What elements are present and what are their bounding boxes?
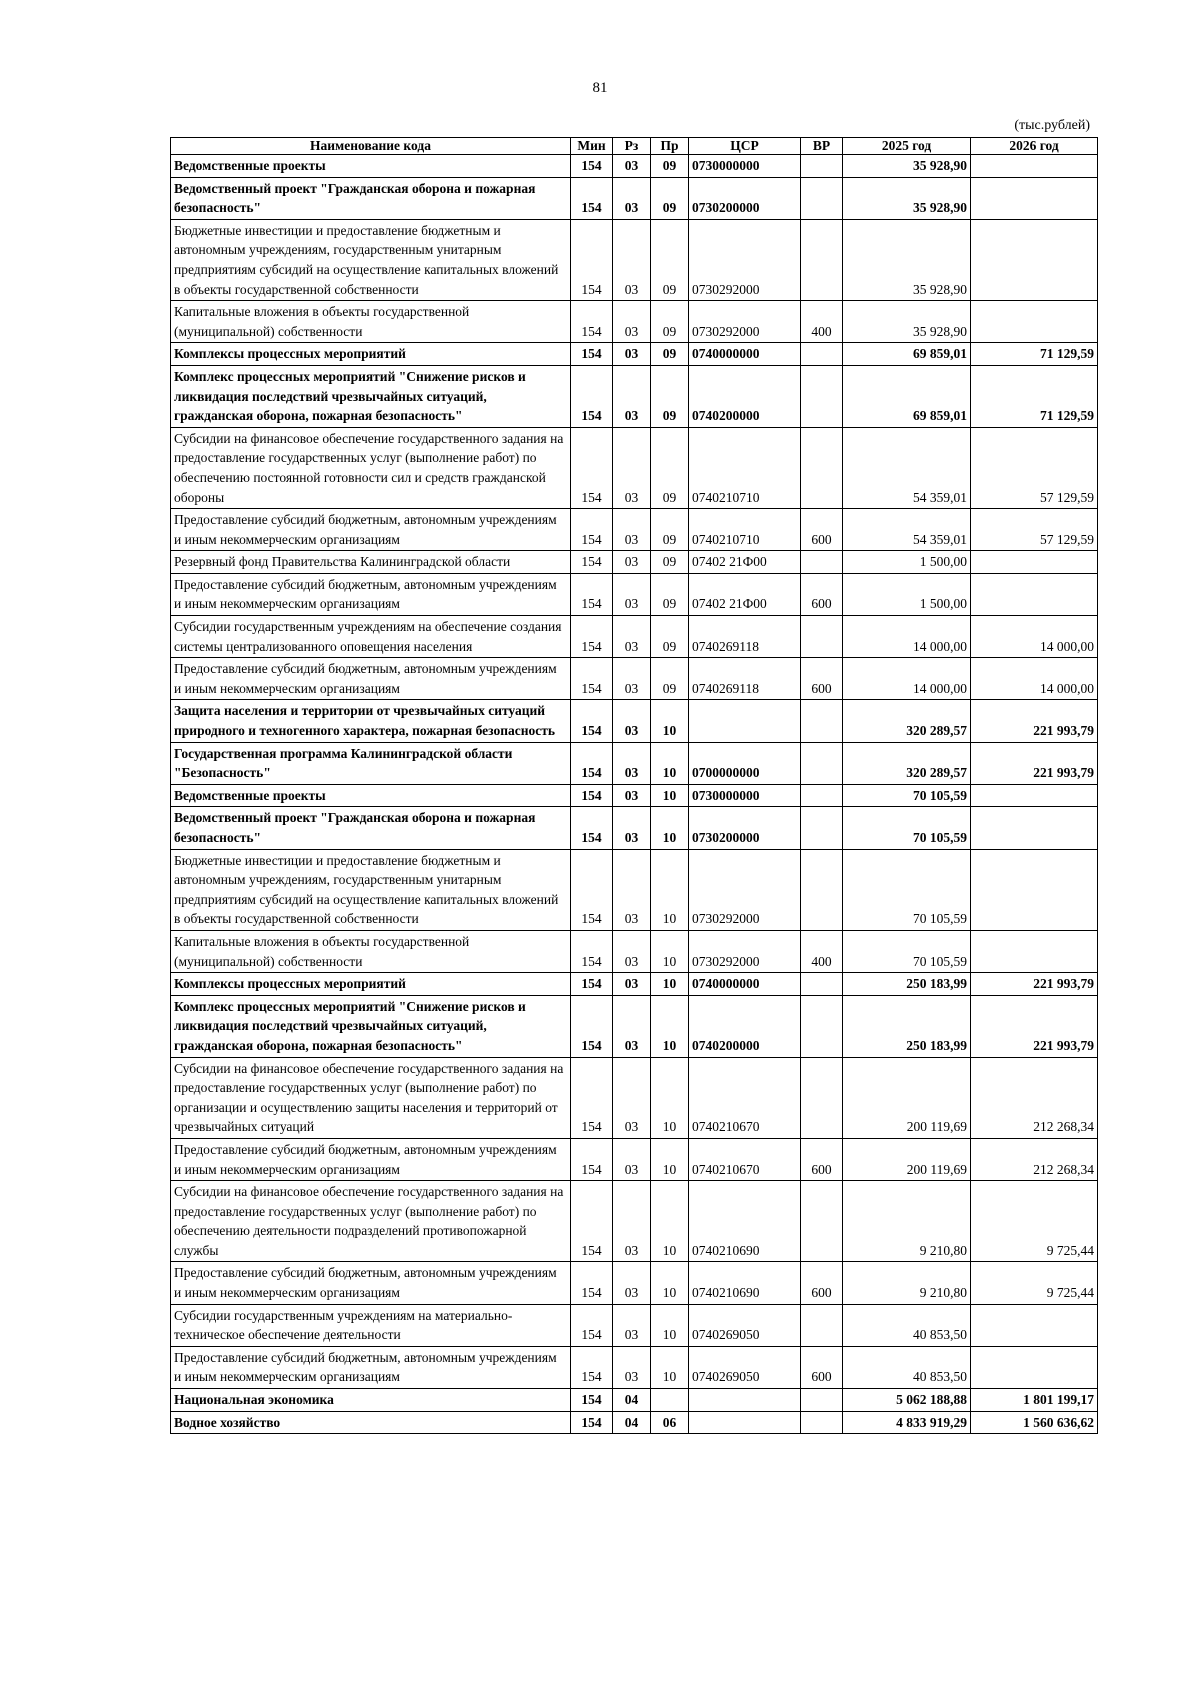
cell-vr <box>801 742 843 784</box>
table-row <box>171 1389 1098 1412</box>
units-label: (тыс.рублей) <box>1014 118 1090 133</box>
table-row <box>171 1057 1098 1138</box>
cell-vr: 400 <box>801 301 843 343</box>
cell-name: Бюджетные инвестиции и предоставление бюджетным и автономным учреждениям, государственным унитарным предприятиям субсидий на осуществление капитальных вложений в объекты государственной собственности <box>171 219 571 300</box>
cell-pr <box>651 1389 689 1412</box>
cell-2025: 250 183,99 <box>843 995 971 1057</box>
cell-rz: 04 <box>613 1411 651 1434</box>
cell-min: 154 <box>571 742 613 784</box>
cell-rz: 03 <box>613 343 651 366</box>
cell-name: Предоставление субсидий бюджетным, автономным учреждениям и иным некоммерческим организациям <box>171 1346 571 1388</box>
cell-name: Бюджетные инвестиции и предоставление бюджетным и автономным учреждениям, государственным унитарным предприятиям субсидий на осуществление капитальных вложений в объекты государственной собственности <box>171 849 571 930</box>
cell-csr: 0730292000 <box>689 301 801 343</box>
cell-pr: 09 <box>651 219 689 300</box>
cell-min: 154 <box>571 1411 613 1434</box>
cell-csr: 0730292000 <box>689 219 801 300</box>
table-row <box>171 784 1098 807</box>
cell-csr: 0740210670 <box>689 1138 801 1180</box>
cell-name: Предоставление субсидий бюджетным, автономным учреждениям и иным некоммерческим организациям <box>171 573 571 615</box>
cell-name: Предоставление субсидий бюджетным, автономным учреждениям и иным некоммерческим организациям <box>171 1262 571 1304</box>
cell-rz: 03 <box>613 365 651 427</box>
table-row <box>171 1304 1098 1346</box>
cell-csr: 0740210670 <box>689 1057 801 1138</box>
cell-2026: 212 268,34 <box>971 1138 1098 1180</box>
cell-2026 <box>971 301 1098 343</box>
cell-rz: 03 <box>613 1138 651 1180</box>
cell-2026: 9 725,44 <box>971 1262 1098 1304</box>
cell-rz: 03 <box>613 658 651 700</box>
cell-2026: 9 725,44 <box>971 1181 1098 1262</box>
header-csr: ЦСР <box>689 138 801 155</box>
cell-2025: 14 000,00 <box>843 616 971 658</box>
cell-vr <box>801 343 843 366</box>
header-2025: 2025 год <box>843 138 971 155</box>
cell-vr <box>801 1057 843 1138</box>
cell-csr: 07402 21Ф00 <box>689 573 801 615</box>
table-row <box>171 219 1098 300</box>
cell-min: 154 <box>571 1057 613 1138</box>
cell-name: Предоставление субсидий бюджетным, автономным учреждениям и иным некоммерческим организациям <box>171 509 571 551</box>
cell-pr: 10 <box>651 807 689 849</box>
cell-2026: 212 268,34 <box>971 1057 1098 1138</box>
cell-csr: 0740269050 <box>689 1346 801 1388</box>
cell-min: 154 <box>571 155 613 178</box>
cell-2025: 250 183,99 <box>843 973 971 996</box>
table-row <box>171 177 1098 219</box>
cell-rz: 03 <box>613 551 651 574</box>
cell-rz: 03 <box>613 573 651 615</box>
cell-rz: 03 <box>613 930 651 972</box>
table-row <box>171 343 1098 366</box>
cell-name: Национальная экономика <box>171 1389 571 1412</box>
cell-min: 154 <box>571 343 613 366</box>
cell-csr: 0740269118 <box>689 658 801 700</box>
cell-2026: 221 993,79 <box>971 742 1098 784</box>
cell-2025: 14 000,00 <box>843 658 971 700</box>
cell-min: 154 <box>571 1262 613 1304</box>
header-vr: ВР <box>801 138 843 155</box>
cell-2026: 221 993,79 <box>971 973 1098 996</box>
cell-csr: 0740269050 <box>689 1304 801 1346</box>
cell-pr: 10 <box>651 1262 689 1304</box>
cell-name: Государственная программа Калининградской области "Безопасность" <box>171 742 571 784</box>
cell-pr: 09 <box>651 551 689 574</box>
cell-rz: 03 <box>613 742 651 784</box>
cell-csr: 0740200000 <box>689 365 801 427</box>
cell-min: 154 <box>571 616 613 658</box>
cell-2025: 9 210,80 <box>843 1262 971 1304</box>
header-2026: 2026 год <box>971 138 1098 155</box>
cell-csr: 0730000000 <box>689 784 801 807</box>
cell-min: 154 <box>571 995 613 1057</box>
cell-pr: 09 <box>651 573 689 615</box>
header-rz: Рз <box>613 138 651 155</box>
cell-min: 154 <box>571 784 613 807</box>
table-row <box>171 1346 1098 1388</box>
table-row <box>171 1138 1098 1180</box>
cell-vr: 400 <box>801 930 843 972</box>
cell-vr <box>801 973 843 996</box>
table-row <box>171 1262 1098 1304</box>
cell-csr: 0740269118 <box>689 616 801 658</box>
cell-csr: 0740210690 <box>689 1262 801 1304</box>
cell-min: 154 <box>571 658 613 700</box>
table-row <box>171 807 1098 849</box>
cell-name: Ведомственный проект "Гражданская оборона и пожарная безопасность" <box>171 807 571 849</box>
table-row <box>171 509 1098 551</box>
cell-2025: 69 859,01 <box>843 343 971 366</box>
cell-csr: 0730200000 <box>689 807 801 849</box>
cell-csr: 0700000000 <box>689 742 801 784</box>
cell-csr <box>689 1389 801 1412</box>
cell-2026: 71 129,59 <box>971 365 1098 427</box>
cell-csr: 0740210710 <box>689 427 801 508</box>
cell-pr: 10 <box>651 742 689 784</box>
cell-2026 <box>971 930 1098 972</box>
cell-vr <box>801 155 843 178</box>
cell-name: Предоставление субсидий бюджетным, автономным учреждениям и иным некоммерческим организациям <box>171 658 571 700</box>
cell-2025: 40 853,50 <box>843 1346 971 1388</box>
cell-2026 <box>971 807 1098 849</box>
cell-min: 154 <box>571 807 613 849</box>
cell-name: Ведомственные проекты <box>171 155 571 178</box>
table-row <box>171 930 1098 972</box>
cell-rz: 03 <box>613 427 651 508</box>
cell-vr: 600 <box>801 658 843 700</box>
table-row <box>171 551 1098 574</box>
cell-2025: 35 928,90 <box>843 219 971 300</box>
cell-min: 154 <box>571 551 613 574</box>
page-number: 81 <box>592 80 608 96</box>
cell-name: Комплексы процессных мероприятий <box>171 343 571 366</box>
cell-csr <box>689 700 801 742</box>
table-row <box>171 301 1098 343</box>
cell-min: 154 <box>571 700 613 742</box>
cell-2026 <box>971 1304 1098 1346</box>
cell-name: Ведомственный проект "Гражданская оборона и пожарная безопасность" <box>171 177 571 219</box>
cell-rz: 03 <box>613 995 651 1057</box>
cell-pr: 10 <box>651 849 689 930</box>
cell-pr: 10 <box>651 1346 689 1388</box>
cell-2025: 70 105,59 <box>843 807 971 849</box>
cell-pr: 10 <box>651 973 689 996</box>
cell-rz: 03 <box>613 700 651 742</box>
table-row <box>171 1411 1098 1434</box>
cell-min: 154 <box>571 973 613 996</box>
cell-vr: 600 <box>801 1262 843 1304</box>
cell-pr: 09 <box>651 301 689 343</box>
cell-2025: 70 105,59 <box>843 784 971 807</box>
cell-rz: 03 <box>613 219 651 300</box>
cell-vr <box>801 784 843 807</box>
table-row <box>171 973 1098 996</box>
cell-vr <box>801 849 843 930</box>
cell-2025: 70 105,59 <box>843 849 971 930</box>
cell-min: 154 <box>571 1389 613 1412</box>
table-row <box>171 849 1098 930</box>
cell-2026: 71 129,59 <box>971 343 1098 366</box>
cell-name: Резервный фонд Правительства Калининградской области <box>171 551 571 574</box>
cell-vr <box>801 1411 843 1434</box>
cell-min: 154 <box>571 219 613 300</box>
cell-name: Субсидии государственным учреждениям на материально-техническое обеспечение деятельности <box>171 1304 571 1346</box>
cell-2026 <box>971 849 1098 930</box>
cell-pr: 06 <box>651 1411 689 1434</box>
cell-vr <box>801 551 843 574</box>
cell-pr: 09 <box>651 616 689 658</box>
budget-table <box>170 137 1098 1434</box>
cell-name: Водное хозяйство <box>171 1411 571 1434</box>
cell-vr <box>801 219 843 300</box>
cell-name: Субсидии на финансовое обеспечение государственного задания на предоставление государственных услуг (выполнение работ) по обеспечению постоянной готовности сил и средств гражданской обороны <box>171 427 571 508</box>
cell-2026 <box>971 551 1098 574</box>
cell-csr: 0730200000 <box>689 177 801 219</box>
cell-2026 <box>971 155 1098 178</box>
table-row <box>171 995 1098 1057</box>
cell-name: Предоставление субсидий бюджетным, автономным учреждениям и иным некоммерческим организациям <box>171 1138 571 1180</box>
cell-pr: 10 <box>651 1181 689 1262</box>
cell-2025: 70 105,59 <box>843 930 971 972</box>
cell-vr <box>801 365 843 427</box>
cell-min: 154 <box>571 1138 613 1180</box>
cell-2026 <box>971 784 1098 807</box>
cell-vr <box>801 616 843 658</box>
cell-name: Капитальные вложения в объекты государственной (муниципальной) собственности <box>171 301 571 343</box>
table-row <box>171 1181 1098 1262</box>
cell-2025: 1 500,00 <box>843 551 971 574</box>
cell-rz: 03 <box>613 616 651 658</box>
cell-csr: 0730292000 <box>689 849 801 930</box>
cell-rz: 03 <box>613 1262 651 1304</box>
cell-csr <box>689 1411 801 1434</box>
cell-csr: 0730292000 <box>689 930 801 972</box>
cell-rz: 03 <box>613 1346 651 1388</box>
cell-2026: 1 801 199,17 <box>971 1389 1098 1412</box>
cell-name: Комплексы процессных мероприятий <box>171 973 571 996</box>
table-row <box>171 616 1098 658</box>
cell-2025: 320 289,57 <box>843 700 971 742</box>
cell-2025: 35 928,90 <box>843 177 971 219</box>
cell-rz: 03 <box>613 807 651 849</box>
cell-rz: 04 <box>613 1389 651 1412</box>
cell-min: 154 <box>571 573 613 615</box>
cell-2026: 14 000,00 <box>971 616 1098 658</box>
cell-vr <box>801 807 843 849</box>
cell-csr: 0740000000 <box>689 973 801 996</box>
table-row <box>171 742 1098 784</box>
cell-min: 154 <box>571 1346 613 1388</box>
cell-vr <box>801 177 843 219</box>
cell-vr <box>801 1181 843 1262</box>
cell-vr: 600 <box>801 509 843 551</box>
cell-min: 154 <box>571 365 613 427</box>
cell-pr: 10 <box>651 1138 689 1180</box>
cell-pr: 10 <box>651 700 689 742</box>
cell-vr <box>801 1304 843 1346</box>
cell-rz: 03 <box>613 1304 651 1346</box>
cell-rz: 03 <box>613 849 651 930</box>
cell-csr: 0740200000 <box>689 995 801 1057</box>
cell-rz: 03 <box>613 973 651 996</box>
cell-2026: 14 000,00 <box>971 658 1098 700</box>
cell-rz: 03 <box>613 1181 651 1262</box>
cell-min: 154 <box>571 301 613 343</box>
cell-min: 154 <box>571 509 613 551</box>
cell-2025: 5 062 188,88 <box>843 1389 971 1412</box>
cell-name: Защита населения и территории от чрезвычайных ситуаций природного и техногенного характера, пожарная безопасность <box>171 700 571 742</box>
cell-2026 <box>971 219 1098 300</box>
cell-2025: 69 859,01 <box>843 365 971 427</box>
cell-rz: 03 <box>613 177 651 219</box>
cell-2025: 40 853,50 <box>843 1304 971 1346</box>
cell-2025: 35 928,90 <box>843 301 971 343</box>
cell-pr: 09 <box>651 155 689 178</box>
cell-vr <box>801 1389 843 1412</box>
header-min: Мин <box>571 138 613 155</box>
cell-pr: 10 <box>651 1304 689 1346</box>
cell-csr: 0740000000 <box>689 343 801 366</box>
cell-2026: 221 993,79 <box>971 700 1098 742</box>
cell-name: Ведомственные проекты <box>171 784 571 807</box>
cell-name: Субсидии на финансовое обеспечение государственного задания на предоставление государственных услуг (выполнение работ) по обеспечению деятельности подразделений противопожарной службы <box>171 1181 571 1262</box>
cell-pr: 10 <box>651 1057 689 1138</box>
cell-vr <box>801 700 843 742</box>
cell-min: 154 <box>571 930 613 972</box>
cell-vr <box>801 995 843 1057</box>
cell-2026: 1 560 636,62 <box>971 1411 1098 1434</box>
cell-2026 <box>971 573 1098 615</box>
cell-pr: 09 <box>651 427 689 508</box>
cell-min: 154 <box>571 177 613 219</box>
cell-2025: 4 833 919,29 <box>843 1411 971 1434</box>
cell-2025: 1 500,00 <box>843 573 971 615</box>
cell-csr: 0740210710 <box>689 509 801 551</box>
cell-vr: 600 <box>801 573 843 615</box>
cell-vr: 600 <box>801 1346 843 1388</box>
cell-name: Комплекс процессных мероприятий "Снижение рисков и ликвидация последствий чрезвычайных ситуаций, гражданская оборона, пожарная безопасность" <box>171 995 571 1057</box>
cell-min: 154 <box>571 427 613 508</box>
cell-min: 154 <box>571 1181 613 1262</box>
cell-pr: 09 <box>651 365 689 427</box>
cell-2025: 54 359,01 <box>843 427 971 508</box>
table-row <box>171 700 1098 742</box>
cell-vr: 600 <box>801 1138 843 1180</box>
cell-pr: 09 <box>651 658 689 700</box>
cell-pr: 09 <box>651 177 689 219</box>
cell-csr: 0730000000 <box>689 155 801 178</box>
table-row <box>171 427 1098 508</box>
cell-rz: 03 <box>613 784 651 807</box>
cell-rz: 03 <box>613 155 651 178</box>
table-header-row <box>171 138 1098 155</box>
table-row <box>171 658 1098 700</box>
cell-min: 154 <box>571 1304 613 1346</box>
cell-2026: 57 129,59 <box>971 427 1098 508</box>
cell-2025: 200 119,69 <box>843 1057 971 1138</box>
cell-pr: 09 <box>651 509 689 551</box>
cell-csr: 07402 21Ф00 <box>689 551 801 574</box>
cell-2026 <box>971 177 1098 219</box>
cell-vr <box>801 427 843 508</box>
cell-pr: 10 <box>651 930 689 972</box>
cell-name: Капитальные вложения в объекты государственной (муниципальной) собственности <box>171 930 571 972</box>
cell-rz: 03 <box>613 509 651 551</box>
cell-2025: 9 210,80 <box>843 1181 971 1262</box>
cell-2026: 221 993,79 <box>971 995 1098 1057</box>
cell-2025: 320 289,57 <box>843 742 971 784</box>
cell-name: Субсидии государственным учреждениям на обеспечение создания системы централизованного оповещения населения <box>171 616 571 658</box>
table-row <box>171 365 1098 427</box>
cell-csr: 0740210690 <box>689 1181 801 1262</box>
cell-rz: 03 <box>613 1057 651 1138</box>
cell-pr: 09 <box>651 343 689 366</box>
cell-name: Субсидии на финансовое обеспечение государственного задания на предоставление государственных услуг (выполнение работ) по организации и осуществлению защиты населения и территорий от чрезвычайных ситуаций <box>171 1057 571 1138</box>
table-row <box>171 573 1098 615</box>
header-name: Наименование кода <box>171 138 571 155</box>
cell-2026: 57 129,59 <box>971 509 1098 551</box>
cell-rz: 03 <box>613 301 651 343</box>
cell-pr: 10 <box>651 784 689 807</box>
cell-pr: 10 <box>651 995 689 1057</box>
cell-2025: 54 359,01 <box>843 509 971 551</box>
cell-2026 <box>971 1346 1098 1388</box>
cell-2025: 200 119,69 <box>843 1138 971 1180</box>
table-row <box>171 155 1098 178</box>
cell-min: 154 <box>571 849 613 930</box>
header-pr: Пр <box>651 138 689 155</box>
cell-name: Комплекс процессных мероприятий "Снижение рисков и ликвидация последствий чрезвычайных ситуаций, гражданская оборона, пожарная безопасность" <box>171 365 571 427</box>
cell-2025: 35 928,90 <box>843 155 971 178</box>
